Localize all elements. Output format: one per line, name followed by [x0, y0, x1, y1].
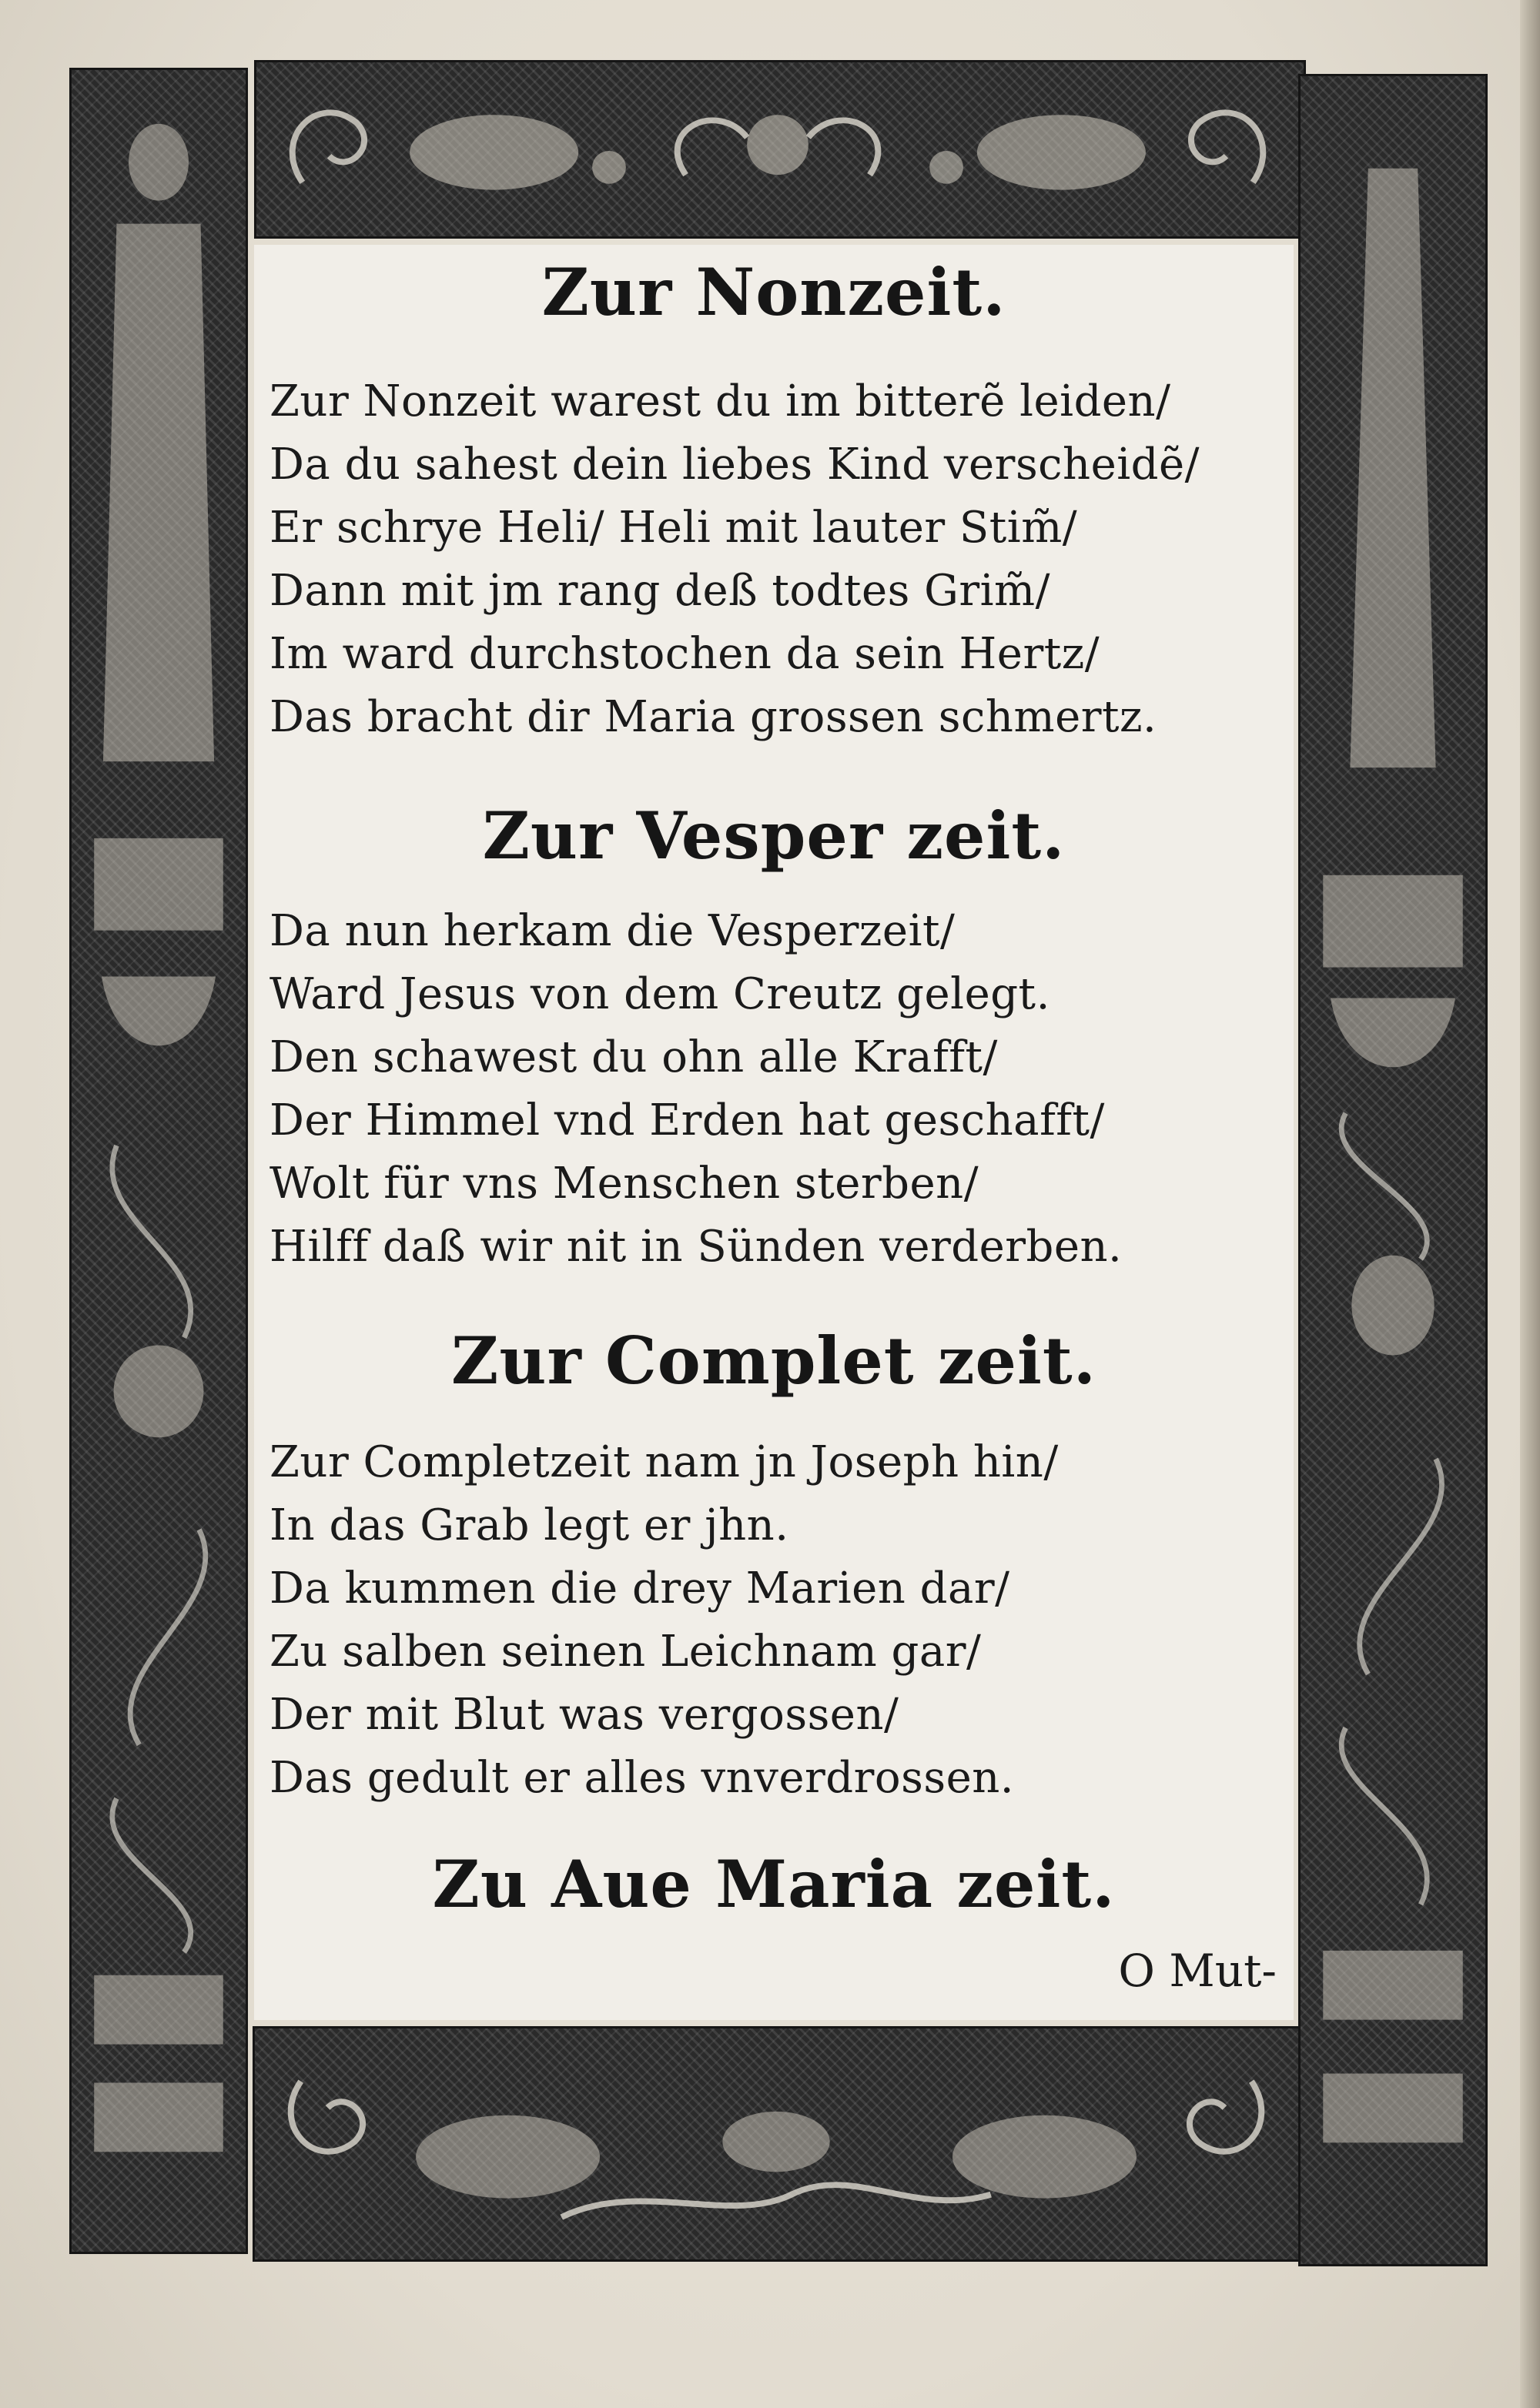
catchword: O Mut‑ — [1118, 1945, 1277, 1997]
verse-line: Der mit Blut was vergossen/ — [270, 1690, 899, 1740]
verse-line: Den schawest du ohn alle Krafft/ — [270, 1032, 998, 1082]
verse-line: Zur Nonzeit warest du im bitterẽ leiden/ — [270, 376, 1171, 426]
woodcut-border-top — [254, 60, 1306, 239]
heading-nonzeit: Zur Nonzeit. — [541, 254, 1006, 330]
verse-line: In das Grab legt er jhn. — [270, 1500, 789, 1550]
verse-line: Da du sahest dein liebes Kind verscheidẽ/ — [270, 440, 1200, 490]
verse-line: Er schrye Heli/ Heli mit lauter Stim̃/ — [270, 503, 1078, 553]
heading-vesperzeit: Zur Vesper zeit. — [482, 798, 1066, 874]
text-panel — [254, 245, 1294, 2020]
verse-line: Das bracht dir Maria grossen schmertz. — [270, 692, 1157, 742]
verse-line: Dann mit jm rang deß todtes Grim̃/ — [270, 566, 1050, 616]
verse-line: Zur Completzeit nam jn Joseph hin/ — [270, 1437, 1059, 1487]
verse-line: Wolt für vns Menschen sterben/ — [270, 1159, 979, 1209]
verse-line: Zu salben seinen Leichnam gar/ — [270, 1627, 982, 1677]
verse-line: Das gedult er alles vnverdrossen. — [270, 1753, 1015, 1803]
heading-ave-maria-zeit: Zu Aue Maria zeit. — [432, 1846, 1116, 1922]
woodcut-border-left — [69, 68, 248, 2254]
page-edge — [1520, 0, 1540, 2408]
verse-line: Da kummen die drey Marien dar/ — [270, 1564, 1010, 1614]
verse-line: Hilff daß wir nit in Sünden verderben. — [270, 1222, 1123, 1272]
verse-line: Im ward durchstochen da sein Hertz/ — [270, 629, 1100, 679]
verse-line: Der Himmel vnd Erden hat geschafft/ — [270, 1095, 1105, 1145]
verse-line: Da nun herkam die Vesperzeit/ — [270, 906, 956, 956]
woodcut-border-bottom — [253, 2026, 1301, 2262]
verse-line: Ward Jesus von dem Creutz gelegt. — [270, 969, 1050, 1019]
woodcut-border-right — [1298, 74, 1488, 2266]
heading-completzeit: Zur Complet zeit. — [451, 1323, 1096, 1399]
